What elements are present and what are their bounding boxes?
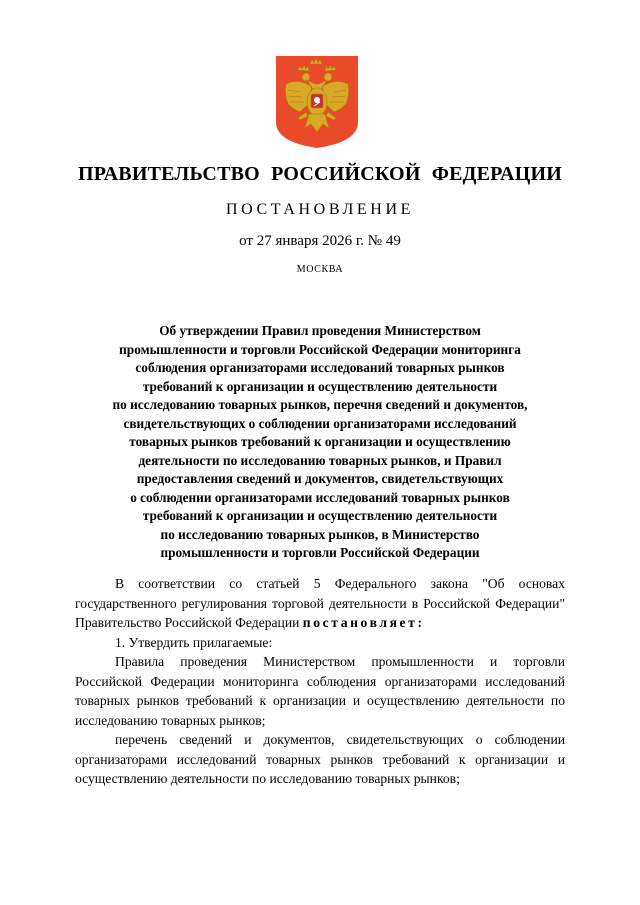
item-1-paragraph: 1. Утвердить прилагаемые: <box>115 634 273 650</box>
coat-of-arms-icon <box>276 56 358 148</box>
subject-line: свидетельствующих о соблюдении организаторами исследований <box>123 415 517 431</box>
document-city: МОСКВА <box>296 264 344 275</box>
subject-line: требований к организации и осуществлению деятельности <box>142 378 498 394</box>
preamble-text: В соответствии со статьей 5 Федерального закона "Об основах государственного регулирования торговой деятельности в Российской Федерации" Правительство Российской Федерации <box>75 576 565 630</box>
subject-line: предоставления сведений и документов, свидетельствующих <box>136 471 504 486</box>
subject-line: товарных рынков требований к организации и осуществлению <box>129 434 511 449</box>
item-1-list-paragraph: перечень сведений и документов, свидетельствующих о соблюдении организаторами исследований товарных рынков требований к организации и осуществлению деятельности по исследованию товарных рынков; <box>75 732 565 786</box>
subject-line: Об утверждении Правил проведения Министерством <box>159 323 481 338</box>
document-date-number: от 27 января 2026 г. № 49 <box>239 233 401 249</box>
decree-word: постановляет: <box>302 615 425 630</box>
preamble-paragraph <box>75 574 565 633</box>
document-body <box>75 574 565 789</box>
subject-line: промышленности и торговли Российской Федерации мониторинга <box>119 341 521 357</box>
subject-line: деятельности по исследованию товарных рынков, и Правил <box>138 452 502 468</box>
subject-line: по исследованию товарных рынков, перечня сведений и документов, <box>112 397 528 412</box>
subject-line: по исследованию товарных рынков, в Министерство <box>160 526 480 542</box>
document-subject <box>60 322 580 563</box>
item-1-rules-paragraph: Правила проведения Министерством промышленности и торговли Российской Федерации мониторинга соблюдения организаторами исследований товарных рынков требований к организации и осуществлению деятельности по исследованию товарных рынков; <box>75 654 565 728</box>
subject-line: о соблюдении организаторами исследований товарных рынков <box>130 489 510 505</box>
subject-line: требований к организации и осуществлению деятельности <box>142 508 498 523</box>
subject-line: соблюдения организаторами исследований товарных рынков <box>135 360 505 375</box>
document-type: ПОСТАНОВЛЕНИЕ <box>226 201 414 218</box>
subject-line: промышленности и торговли Российской Федерации <box>160 545 480 560</box>
government-title: ПРАВИТЕЛЬСТВО РОССИЙСКОЙ ФЕДЕРАЦИИ <box>78 163 562 185</box>
